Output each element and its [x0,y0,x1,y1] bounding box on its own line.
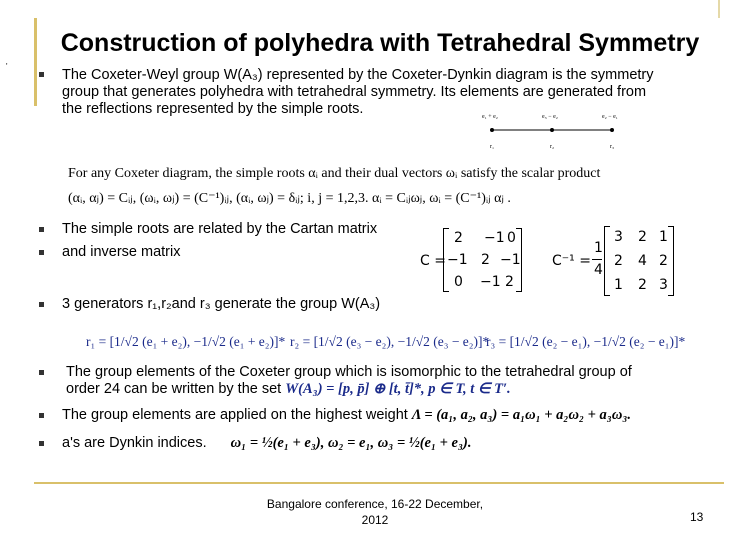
inverse-cell: 2 [614,253,623,269]
cartan-label: C = [420,253,446,269]
diagram-label-top-3: e₂ − e₁ [602,114,618,120]
inverse-cell: 2 [638,229,647,245]
inverse-bracket-left [604,226,610,296]
coxeter-scalar-product-text: For any Coxeter diagram, the simple roots αᵢ and their dual vectors ωᵢ satisfy the scalar product [68,166,601,181]
cartan-cell: 2 [454,230,463,246]
dynkin-indices-text: a's are Dynkin indices. [62,435,207,451]
diagram-label-top-1: e₁ + e₂ [482,114,498,120]
inverse-factor-denominator: 4 [594,262,603,278]
bullet-marker [39,72,44,77]
cartan-cell: −1 [500,252,521,268]
diagram-label-bottom-2: r₂ [550,144,555,150]
bullet-cartan-matrix: The simple roots are related by the Cartan matrix [62,221,378,237]
slide-title: Construction of polyhedra with Tetrahedral Symmetry [60,29,700,57]
bullet-highest-weight [62,407,752,424]
dynkin-indices-formula: ω₁ = ½(e₁ + e₃), ω₂ = e₁, ω₃ = ½(e₁ + e₃). [230,435,472,451]
cartan-cell: −1 [480,274,501,290]
inverse-cell: 3 [659,277,668,293]
bullet-group-elements: The group elements of the Coxeter group which is isomorphic to the tetrahedral group of order 24 can be written by the set W(A₃) = [p, p̄] ⊕ [t, t̄]*, p ∈ T, t ∈ T′. [66,364,632,397]
decor-vertical-line [34,18,37,106]
inverse-cell: 2 [638,277,647,293]
inverse-cell: 1 [614,277,623,293]
decor-corner-line [718,0,720,18]
cartan-cell: −1 [484,230,505,246]
highest-weight-formula: Λ = (a₁, a₂, a₃) = a₁ω₁ + a₂ω₂ + a₃ω₃. [411,407,632,423]
cartan-cell: −1 [447,252,468,268]
bullet-inverse-matrix: and inverse matrix [62,244,181,260]
inverse-factor-numerator: 1 [594,240,603,256]
slide-mark: ' [6,62,8,71]
bullet-marker [39,441,44,446]
bullet-coxeter-weyl: The Coxeter-Weyl group W(A₃) represented by the Coxeter-Dynkin diagram is the symmetry group that generates polyhedra with tetrahedral symmetry. Its elements are generated from the reflections represented by the simple roots. [62,67,654,117]
highest-weight-text: The group elements are applied on the highest weight [62,407,408,423]
cartan-cell: 2 [505,274,514,290]
inverse-factor-bar [592,259,602,260]
group-set-text: order 24 can be written by the set [66,381,282,397]
page-number: 13 [690,510,704,524]
cartan-cell: 0 [507,230,516,246]
bullet-marker [39,227,44,232]
cartan-cell: 0 [454,274,463,290]
inverse-cell: 1 [659,229,668,245]
scalar-product-formula: (αᵢ, αⱼ) = Cᵢⱼ, (ωᵢ, ωⱼ) = (C⁻¹)ᵢⱼ, (αᵢ, ωⱼ) = δᵢⱼ; i, j = 1,2,3. αᵢ = Cᵢⱼωⱼ, ωᵢ = (C⁻¹)ᵢⱼ αⱼ . [68,191,511,206]
diagram-label-top-2: e₃ − e₂ [542,114,558,120]
group-set-formula: W(A₃) = [p, p̄] ⊕ [t, t̄]*, p ∈ T, t ∈ T′. [285,381,511,397]
inverse-cell: 2 [659,253,668,269]
generator-r1: r₁ = [1/√2 (e₁ + e₂), −1/√2 (e₁ + e₂)]* [86,334,286,349]
cartan-cell: 2 [481,252,490,268]
bullet-generators: 3 generators r₁,r₂and r₃ generate the group W(A₃) [62,296,381,312]
footer-conference: Bangalore conference, 16-22 December, 2012 [266,497,484,527]
inverse-bracket-right [668,226,674,296]
inverse-cell: 4 [638,253,647,269]
decor-footer-line [34,482,724,484]
inverse-cell: 3 [614,229,623,245]
bullet-marker [39,250,44,255]
inverse-label: C⁻¹ = [552,253,591,269]
diagram-label-bottom-3: r₃ [610,144,615,150]
coxeter-dynkin-diagram [480,108,630,158]
generator-r3: r₃ = [1/√2 (e₂ − e₁), −1/√2 (e₂ − e₁)]* [486,334,686,349]
bullet-marker [39,302,44,307]
bullet-marker [39,413,44,418]
generator-r2: r₂ = [1/√2 (e₃ − e₂), −1/√2 (e₃ − e₂)]* [290,334,490,349]
bullet-marker [39,370,44,375]
diagram-label-bottom-1: r₁ [490,144,495,150]
bullet-dynkin-indices [62,435,752,452]
